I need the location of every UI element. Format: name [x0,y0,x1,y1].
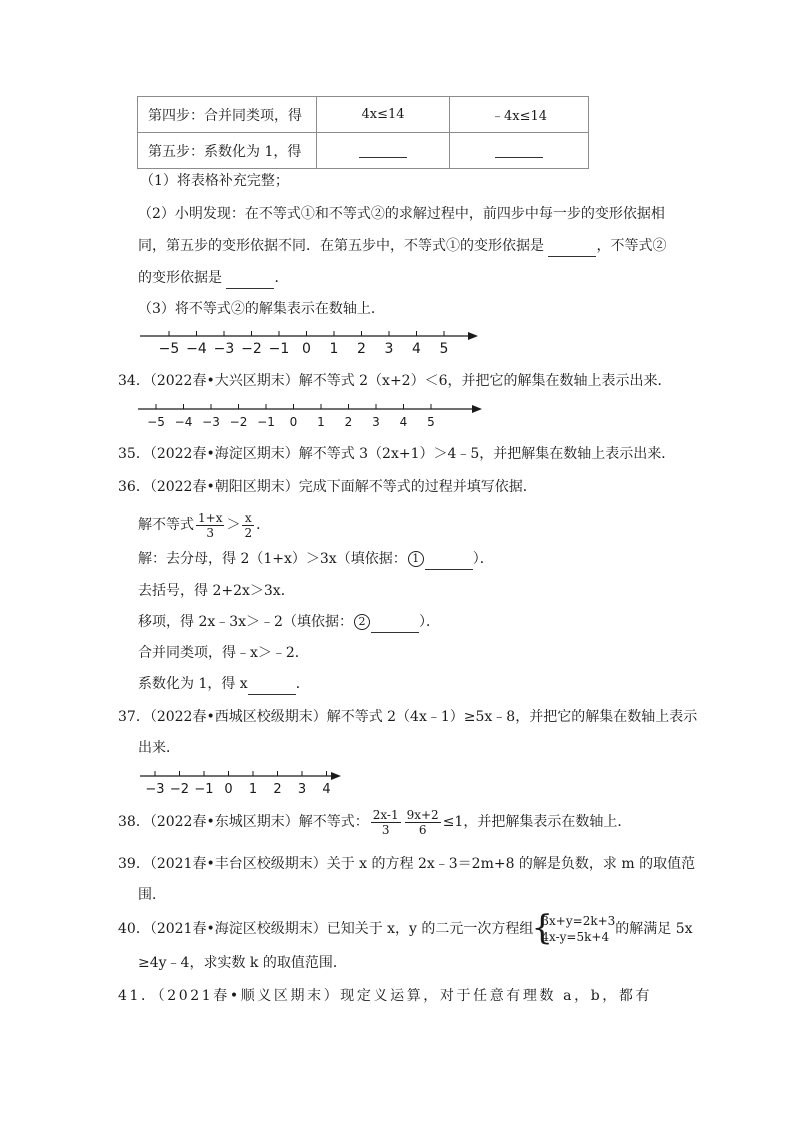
axis-tick-label: 1 [329,341,339,357]
axis-tick-label: −4 [186,341,207,357]
axis-tick-label: 3 [384,341,394,357]
number-line-q34 [138,400,488,436]
axis-tick-label: −2 [169,782,190,797]
q39-line2: 围． [138,887,166,903]
fraction [196,511,224,540]
axis-tick-label: −3 [213,341,235,357]
fraction-numerator: 1+x [198,510,223,525]
axis-tick-label: −1 [257,415,275,429]
table-cell-label: 第五步：系数化为 1，得 [138,133,317,169]
equation-1: 3x+y=2k+3 [541,914,616,928]
text: ＞ [226,517,241,533]
text: ． [295,676,310,692]
q40-line2: ≥4y﹣4，求实数 k 的取值范围． [138,955,347,971]
q36-inequality [138,508,270,542]
text: ． [256,517,271,533]
text: ． [274,270,289,286]
text: 的解满足 5x [615,921,693,937]
axis-tick-label: 1 [248,782,258,797]
axis-tick-label: −2 [229,415,248,429]
q35-text: 35．（2022春•海淀区期末）解不等式 3（2x+1）＞4﹣5，并把解集在数轴上表示出来． [118,446,676,462]
q33-part2-line3 [138,267,288,289]
axis-tick-label: 0 [302,341,311,357]
q40-line1 [118,910,693,948]
axis-tick-label: −2 [241,341,262,357]
q34-text: 34．（2022春•大兴区期末）解不等式 2（x+2）＜6，并把它的解集在数轴上表示出来． [118,373,672,389]
table-row [138,133,589,169]
text: ≤1 [442,814,464,830]
brace: { [531,908,554,948]
q36-step1 [138,548,494,570]
axis-tick-label: −5 [147,415,165,429]
axis-arrow [331,772,341,780]
q33-part3: （3）将不等式②的解集表示在数轴上． [138,301,385,317]
answer-blank [371,618,419,633]
q41-text: 41．（2021春•顺义区期末）现定义运算，对于任意有理数 a，b，都有 [118,988,653,1004]
steps-table [137,96,589,169]
axis-tick-label: −5 [158,341,180,357]
axis-tick-label: 3 [297,782,307,797]
fraction-numerator: 2x-1 [372,807,399,822]
table-cell-ineq2: ﹣4x≤14 [450,97,589,133]
q36-step5 [138,673,310,695]
q33-part2-line1: （2）小明发现：在不等式①和不等式②的求解过程中，前四步中每一步的变形依据相 [138,206,665,222]
axis-tick-label: −3 [145,782,165,797]
q38-text [118,805,631,839]
text: ，并把解集表示在数轴上． [463,814,632,830]
q36-step3 [138,611,440,633]
axis-tick-label: 2 [344,415,353,429]
text: 解不等式 [138,517,194,533]
axis-arrow [468,332,478,340]
axis-tick-label: 0 [289,415,298,429]
fraction-numerator: 9x+2 [406,807,439,822]
q36-text: 36．（2022春•朝阳区期末）完成下面解不等式的过程并填写依据． [118,479,537,495]
axis-tick-label: −4 [174,415,193,429]
text: 40．（2021春•海淀区校级期末）已知关于 x，y 的二元一次方程组 [118,921,534,937]
text: 解：去分母，得 2（1+x）＞3x（填依据： [138,551,407,567]
axis-tick-label: 4 [322,782,331,797]
answer-blank [548,242,596,257]
text: 38．（2022春•东城区期末）解不等式： [118,814,369,830]
text: ）． [472,551,494,567]
table-cell-label: 第四步：合并同类项，得 [138,97,317,133]
fraction-denominator: 3 [381,822,390,837]
q39-line1: 39．（2021春•丰台区校级期末）关于 x 的方程 2x﹣3＝2m+8 的解是负数，求 m 的取值范 [118,856,696,872]
fraction-numerator: x [242,511,254,526]
q36-step2: 去括号，得 2+2x＞3x． [138,583,295,599]
axis-tick-label: 3 [372,415,380,429]
answer-blank [226,274,274,289]
answer-blank [359,143,407,158]
q33-part1: （1）将表格补充完整； [140,173,289,189]
q37-line2: 出来． [138,740,180,756]
fraction-denominator: 6 [418,822,427,837]
text: ，不等式② [596,238,667,254]
table-cell-ineq1-blank [317,133,450,169]
table-cell-ineq2-blank [450,133,589,169]
axis-tick-label: −1 [194,782,214,797]
axis-tick-label: 5 [427,415,435,429]
axis-tick-label: 4 [412,341,421,357]
equation-2: 4x-y=5k+4 [541,930,610,944]
axis-tick-label: 5 [439,341,449,357]
q37-line1: 37．（2022春•西城区校级期末）解不等式 2（4x﹣1）≥5x﹣8，并把它的解集在数轴上表示 [118,709,698,725]
axis-tick-label: −3 [202,415,220,429]
number-line-q37 [140,767,345,797]
equation-system [531,908,616,948]
fraction [405,808,441,837]
answer-blank [248,680,296,695]
q33-part2-line2 [138,235,666,257]
text: 系数化为 1，得 x [138,676,248,692]
answer-blank [425,555,473,570]
fraction [242,511,254,540]
text: 同，第五步的变形依据不同．在第五步中，不等式①的变形依据是 [138,238,544,254]
circled-number-2: 2 [354,614,370,630]
text: ）． [418,614,440,630]
circled-number-1: 1 [408,551,424,567]
axis-tick-label: 2 [357,341,366,357]
axis-tick-label: 1 [317,415,325,429]
axis-tick-label: −1 [268,341,290,357]
answer-blank [495,143,543,158]
q36-step4: 合并同类项，得﹣x＞﹣2． [138,645,309,661]
fraction-denominator: 2 [244,525,253,540]
axis-tick-label: 0 [224,782,233,797]
fraction-denominator: 3 [206,525,215,540]
axis-tick-label: 2 [273,782,282,797]
axis-tick-label: 4 [399,415,408,429]
text: 移项，得 2x﹣3x＞﹣2（填依据： [138,614,353,630]
fraction [371,808,401,837]
table-row [138,97,589,133]
text: 的变形依据是 [138,270,222,286]
number-line-q33 [140,327,485,363]
table-cell-ineq1: 4x≤14 [317,97,450,133]
axis-arrow [472,405,482,413]
